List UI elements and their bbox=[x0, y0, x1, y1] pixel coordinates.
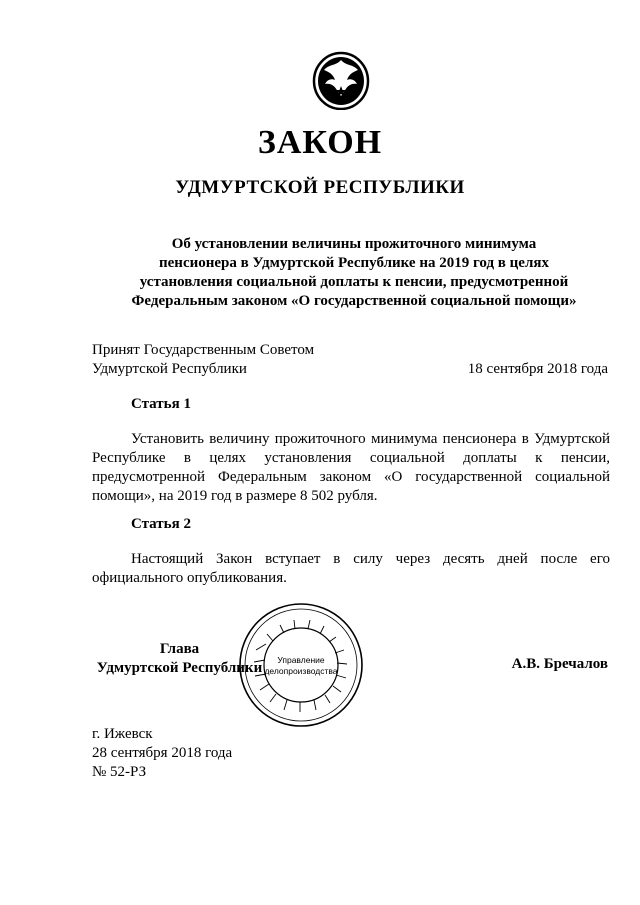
article-2-text: Настоящий Закон вступает в силу через десять дней после его официального опубликования. bbox=[92, 551, 610, 586]
law-number: № 52-РЗ bbox=[92, 764, 147, 780]
law-name-line: пенсионера в Удмуртской Республике на 2019 год в целях bbox=[159, 255, 549, 271]
signing-date: 28 сентября 2018 года bbox=[92, 745, 233, 761]
document-subtitle: УДМУРТСКОЙ РЕСПУБЛИКИ bbox=[175, 177, 465, 198]
article-1-text: Установить величину прожиточного минимума пенсионера в Удмуртской Республике в целях установления социальной доплаты к пенсии, предусмотренной Федеральным законом «О государственной социальной помощи», на 2019 год в размере 8 502 рубля. bbox=[92, 431, 610, 504]
signatory-title-line: Удмуртской Республики bbox=[96, 660, 263, 676]
stamp-center-line: делопроизводства bbox=[264, 666, 338, 676]
coat-of-arms-emblem bbox=[311, 50, 371, 110]
law-name-line: Федеральным законом «О государственной социальной помощи» bbox=[131, 293, 577, 309]
article-2-heading: Статья 2 bbox=[131, 516, 191, 532]
document-footer bbox=[92, 725, 232, 782]
signatory-name: А.В. Бречалов bbox=[511, 656, 608, 672]
stamp-center-line: Управление bbox=[277, 655, 325, 665]
place-of-signing: г. Ижевск bbox=[92, 726, 153, 742]
signatory-title-line: Глава bbox=[159, 641, 200, 657]
document-title: ЗАКОН bbox=[257, 124, 383, 161]
adoption-line: Удмуртской Республики bbox=[92, 361, 247, 377]
adoption-date: 18 сентября 2018 года bbox=[467, 361, 608, 377]
law-name-line: Об установлении величины прожиточного минимума bbox=[171, 236, 537, 252]
adoption-statement bbox=[92, 341, 314, 379]
law-name-line: установления социальной доплаты к пенсии, предусмотренной bbox=[139, 274, 569, 290]
adoption-line: Принят Государственным Советом bbox=[92, 342, 315, 358]
law-name bbox=[100, 235, 608, 311]
official-stamp bbox=[236, 600, 366, 730]
article-1-heading: Статья 1 bbox=[131, 396, 191, 412]
